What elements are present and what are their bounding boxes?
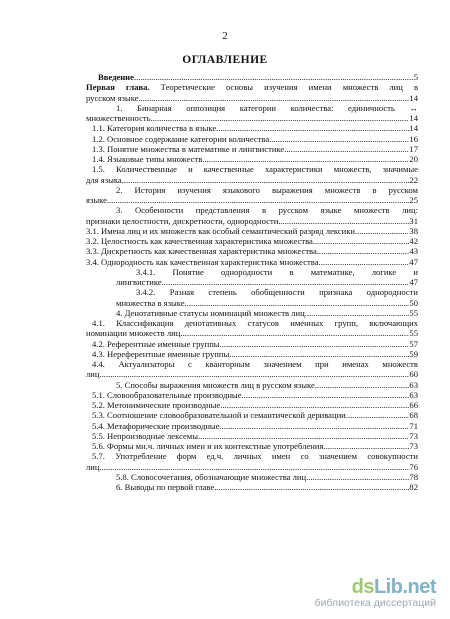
- toc-entry-title: 3.4.2. Разная степень обобщенности признака однородности: [136, 287, 418, 298]
- toc-entry-page: 14: [409, 123, 418, 134]
- toc-entry: [86, 103, 418, 113]
- leader-dots: [229, 349, 409, 359]
- leader-dots: [134, 72, 414, 82]
- leader-dots: [100, 369, 410, 379]
- toc-entry-title: 5.1. Словообразовательные производные: [92, 389, 242, 400]
- toc-entry-title: Введение: [98, 72, 134, 82]
- toc-entry-title: Первая глава. Теоретические основы изучения имени множеств лиц в: [86, 82, 418, 93]
- toc-entry-page: 57: [409, 338, 418, 349]
- toc-entry: [86, 134, 418, 144]
- toc-entry-page: 71: [409, 420, 418, 431]
- toc-entry-page: 5: [413, 72, 418, 82]
- toc-entry-title: 5. Способы выражения множеств лиц в русском языке: [116, 379, 315, 390]
- toc-entry: [86, 482, 418, 492]
- toc-entry-title: русском языке: [86, 92, 139, 103]
- toc-entry-title: лиц: [86, 461, 100, 472]
- toc-entry-page: 42: [409, 236, 418, 246]
- toc-entry-title: множественность: [86, 113, 151, 123]
- toc-entry-title: номинации множеств лиц: [86, 328, 181, 339]
- toc-entry-page: 68: [409, 410, 418, 421]
- toc-entry-title: 5.7. Употребление форм ед.ч. личных имен со значением совокупности: [92, 451, 418, 462]
- leader-dots: [355, 226, 409, 236]
- leader-dots: [313, 236, 410, 246]
- toc-entry-title: 3.1. Имена лиц и их множеств как особый семантический разряд лексики: [86, 225, 356, 236]
- toc-entry-title: 5.4. Метафорические производные: [92, 420, 220, 431]
- page-number: 2: [222, 30, 228, 42]
- toc-entry-page: 82: [409, 482, 418, 492]
- toc-entry-page: 14: [409, 92, 418, 103]
- toc-entry-page: 17: [409, 143, 418, 154]
- toc-entry: [86, 451, 418, 461]
- toc-entry-title: лиц: [86, 369, 100, 380]
- toc-entry: [86, 226, 418, 236]
- toc-entry-page: 20: [409, 154, 418, 164]
- leader-dots: [284, 144, 409, 154]
- toc-entry-title: 4.2. Референтные именные группы: [92, 338, 220, 349]
- toc-entry: [86, 144, 418, 154]
- toc-entry-page: 63: [409, 379, 418, 390]
- toc-entry-page: 73: [409, 441, 418, 451]
- leader-dots: [306, 472, 409, 482]
- toc-entry-title: 4.1. Классификация денотативных статусов именных групп, включающих: [92, 318, 418, 328]
- toc-entry-title: 1.4. Языковые типы множеств: [92, 154, 203, 164]
- toc-entry: [86, 185, 418, 195]
- toc-entry-page: 78: [409, 471, 418, 482]
- toc-entry: [86, 410, 418, 420]
- toc-entry-title: 3.4.1. Понятие однородности в математике, логике и: [136, 266, 418, 277]
- leader-dots: [242, 390, 410, 400]
- toc-entry-page: 55: [409, 307, 418, 318]
- toc-entry-page: 60: [409, 369, 418, 380]
- leader-dots: [202, 154, 409, 164]
- page-title: ОГЛАВЛЕНИЕ: [182, 54, 268, 66]
- toc-entry-title: 5.8. Словосочетания, обозначающие множества лиц: [116, 471, 307, 482]
- toc-entry-title: 1.1. Категория количества в языке: [92, 123, 217, 134]
- leader-dots: [323, 441, 409, 451]
- leader-dots: [122, 175, 410, 185]
- toc-entry-title: 3. Особенности представления в русском языке множеств лиц:: [116, 205, 418, 216]
- toc-entry: [86, 308, 418, 318]
- leader-dots: [151, 113, 410, 123]
- leader-dots: [162, 277, 410, 287]
- toc-entry-title: 5.6. Формы мн.ч. личных имен и их контекстные употребления: [92, 441, 324, 451]
- toc-entry-title: 5.3. Соотношение словообразовательной и семантической деривации: [92, 410, 346, 421]
- toc-entry-title: 1.2. Основное содержание категории количества: [92, 133, 270, 144]
- toc-entry: [86, 318, 418, 328]
- toc-entry-title: 1.5. Количественные и качественные характеристики множеств, значимые: [92, 164, 418, 175]
- toc-entry: [86, 113, 418, 123]
- toc-entry: [86, 339, 418, 349]
- toc-entry: [86, 236, 418, 246]
- leader-dots: [269, 134, 409, 144]
- toc-entry-title: 6. Выводы по первой главе: [116, 482, 215, 492]
- toc-entry-title: 3.2. Целостность как качественная характеристика множества: [86, 236, 313, 246]
- leader-dots: [185, 298, 410, 308]
- toc-entry-page: 66: [409, 400, 418, 410]
- toc-entry: [86, 246, 418, 256]
- toc-entry-page: 25: [409, 195, 418, 205]
- toc-entry: [86, 164, 418, 174]
- toc-entry: [86, 472, 418, 482]
- toc-entry-title: 5.5. Непроизводные лексемы: [92, 430, 199, 441]
- toc-entry-page: 55: [409, 328, 418, 339]
- toc-entry: [86, 72, 418, 82]
- leader-dots: [220, 400, 409, 410]
- watermark-logo: dsLib.net: [351, 576, 436, 598]
- leader-dots: [198, 431, 409, 441]
- toc-entry-title: лингвистике: [116, 277, 162, 287]
- toc-entry-title: 2. История изучения языкового выражения множеств в русском: [116, 184, 418, 195]
- toc-entry-title: признаки целостности, дискретности, однородности: [86, 215, 279, 226]
- toc-entry: [86, 277, 418, 287]
- toc-entry: [86, 216, 418, 226]
- leader-dots: [315, 380, 410, 390]
- toc-entry-title: 3.4. Однородность как качественная характеристика множества: [86, 256, 319, 267]
- toc-entry: [86, 369, 418, 379]
- toc-entry-page: 73: [409, 430, 418, 441]
- leader-dots: [180, 328, 409, 338]
- toc-entry-title: 1. Бинарная оппозиция категории количества: единичность ↔: [116, 102, 418, 113]
- toc-entry: [86, 421, 418, 431]
- toc-entry-title: 5.2. Метонимические производные: [92, 400, 221, 410]
- toc-entry-title: 1.3. Понятие множества в математике и лингвистике: [92, 143, 285, 154]
- toc-entry: [86, 195, 418, 205]
- toc-entry: [86, 390, 418, 400]
- toc-entry-title: 4. Денотативные статусы номинаций множеств лиц: [116, 307, 305, 318]
- watermark: [315, 576, 436, 609]
- toc-entry-title: 4.4. Актуализаторы с кванторным значением при именах множеств: [92, 359, 418, 369]
- toc-entry-page: 14: [409, 113, 418, 123]
- leader-dots: [107, 195, 410, 205]
- leader-dots: [317, 246, 410, 256]
- toc-entry: [86, 93, 418, 103]
- toc-entry: [86, 431, 418, 441]
- toc-entry-title: 3.3. Дискретность как качественная характеристика множества: [86, 246, 317, 257]
- toc-entry: [86, 154, 418, 164]
- leader-dots: [220, 339, 410, 349]
- toc-entry-page: 22: [409, 174, 418, 185]
- toc-entry: [86, 298, 418, 308]
- toc-entry-page: 47: [409, 277, 418, 287]
- table-of-contents: [86, 72, 418, 492]
- toc-entry: [86, 267, 418, 277]
- toc-entry-page: 31: [409, 215, 418, 226]
- toc-entry-page: 16: [409, 133, 418, 144]
- toc-entry: [86, 287, 418, 297]
- toc-entry: [86, 462, 418, 472]
- leader-dots: [346, 410, 410, 420]
- toc-entry: [86, 175, 418, 185]
- toc-entry: [86, 123, 418, 133]
- leader-dots: [138, 93, 409, 103]
- toc-entry: [86, 205, 418, 215]
- toc-entry: [86, 349, 418, 359]
- toc-entry-title: языке: [86, 195, 107, 205]
- toc-entry-page: 63: [409, 389, 418, 400]
- toc-entry-page: 38: [409, 225, 418, 236]
- toc-entry: [86, 380, 418, 390]
- leader-dots: [100, 462, 410, 472]
- toc-entry-title: множества в языке: [116, 297, 185, 308]
- toc-entry-page: 43: [409, 246, 418, 257]
- toc-entry: [86, 400, 418, 410]
- toc-entry: [86, 257, 418, 267]
- toc-entry-page: 50: [409, 297, 418, 308]
- watermark-subtitle: библиотека диссертаций: [314, 597, 436, 609]
- toc-entry-page: 59: [409, 348, 418, 359]
- leader-dots: [214, 482, 409, 492]
- toc-entry-title: для языка: [86, 174, 122, 185]
- toc-entry-title: 4.3. Нереферентные именные группы: [92, 348, 230, 359]
- toc-entry: [86, 82, 418, 92]
- toc-entry-page: 47: [409, 256, 418, 267]
- toc-entry: [86, 441, 418, 451]
- leader-dots: [319, 257, 410, 267]
- toc-entry-page: 76: [409, 461, 418, 472]
- leader-dots: [220, 421, 410, 431]
- toc-entry: [86, 328, 418, 338]
- leader-dots: [216, 123, 409, 133]
- toc-entry: [86, 359, 418, 369]
- leader-dots: [305, 308, 410, 318]
- leader-dots: [278, 216, 409, 226]
